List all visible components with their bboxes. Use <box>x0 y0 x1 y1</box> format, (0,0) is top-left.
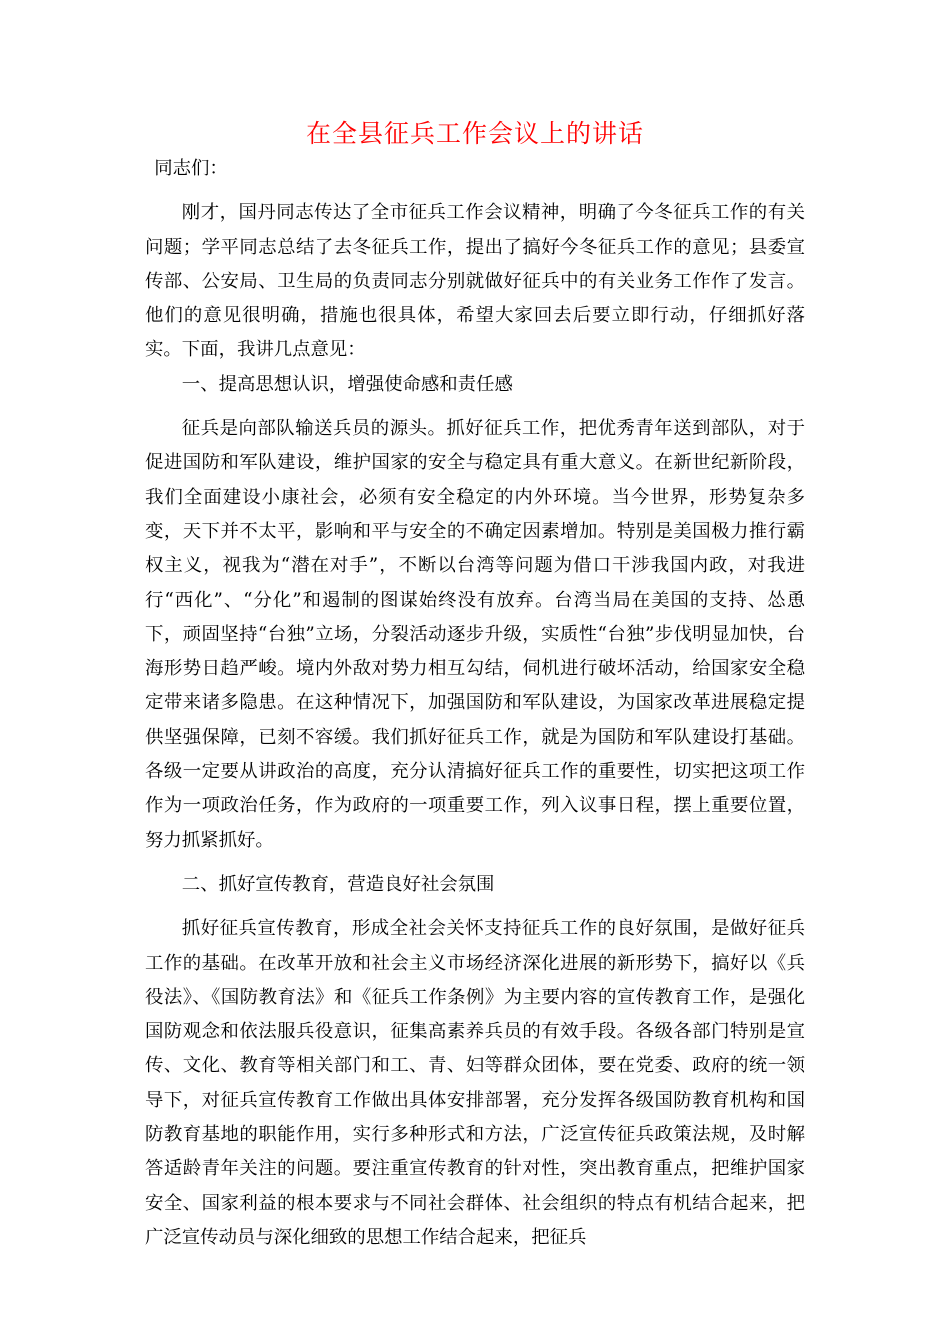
paragraph-section-2: 抓好征兵宣传教育，形成全社会关怀支持征兵工作的良好氛围，是做好征兵工作的基础。在改革开放和社会主义市场经济深化进展的新形势下，搞好以《兵役法》、《国防教育法》和《征兵工作条例》为主要内容的宣传教育工作，是强化国防观念和依法服兵役意识，征集高素养兵员的有效手段。各级各部门特别是宣传、文化、教育等相关部门和工、青、妇等群众团体，要在党委、政府的统一领导下，对征兵宣传教育工作做出具体安排部署，充分发挥各级国防教育机构和国防教育基地的职能作用，实行多种形式和方法，广泛宣传征兵政策法规，及时解答适龄青年关注的问题。要注重宣传教育的针对性，突出教育重点，把维护国家安全、国家利益的根本要求与不同社会群体、社会组织的特点有机结合起来，把广泛宣传动员与深化细致的思想工作结合起来，把征兵 <box>145 918 805 1248</box>
document-title: 在全县征兵工作会议上的讲话 <box>305 119 644 148</box>
paragraph-intro: 刚才，国丹同志传达了全市征兵工作会议精神，明确了今冬征兵工作的有关问题；学平同志总结了去冬征兵工作，提出了搞好今冬征兵工作的意见；县委宣传部、公安局、卫生局的负责同志分别就做好征兵中的有关业务工作作了发言。他们的意见很明确，措施也很具体，希望大家回去后要立即行动，仔细抓好落实。下面，我讲几点意见： <box>145 202 805 361</box>
document-body <box>145 152 805 1255</box>
paragraph-section-1: 征兵是向部队输送兵员的源头。抓好征兵工作，把优秀青年送到部队，对于促进国防和军队建设，维护国家的安全与稳定具有重大意义。在新世纪新阶段，我们全面建设小康社会，必须有安全稳定的内外环境。当今世界，形势复杂多变，天下并不太平，影响和平与安全的不确定因素增加。特别是美国极力推行霸权主义，视我为“潜在对手”，不断以台湾等问题为借口干涉我国内政，对我进行“西化”、“分化”和遏制的图谋始终没有放弃。台湾当局在美国的支持、怂恿下，顽固坚持“台独”立场，分裂活动逐步升级，实质性“台独”步伐明显加快，台海形势日趋严峻。境内外敌对势力相互勾结，伺机进行破坏活动，给国家安全稳定带来诸多隐患。在这种情况下，加强国防和军队建设，为国家改革进展稳定提供坚强保障，已刻不容缓。我们抓好征兵工作，就是为国防和军队建设打基础。各级一定要从讲政治的高度，充分认清搞好征兵工作的重要性，切实把这项工作作为一项政治任务，作为政府的一项重要工作，列入议事日程，摆上重要位置，努力抓紧抓好。 <box>145 418 805 851</box>
salutation: 同志们： <box>154 158 228 179</box>
section-heading-1: 一、提高思想认识，增强使命感和责任感 <box>181 373 513 395</box>
section-heading-2: 二、抓好宣传教育，营造良好社会氛围 <box>181 873 495 895</box>
